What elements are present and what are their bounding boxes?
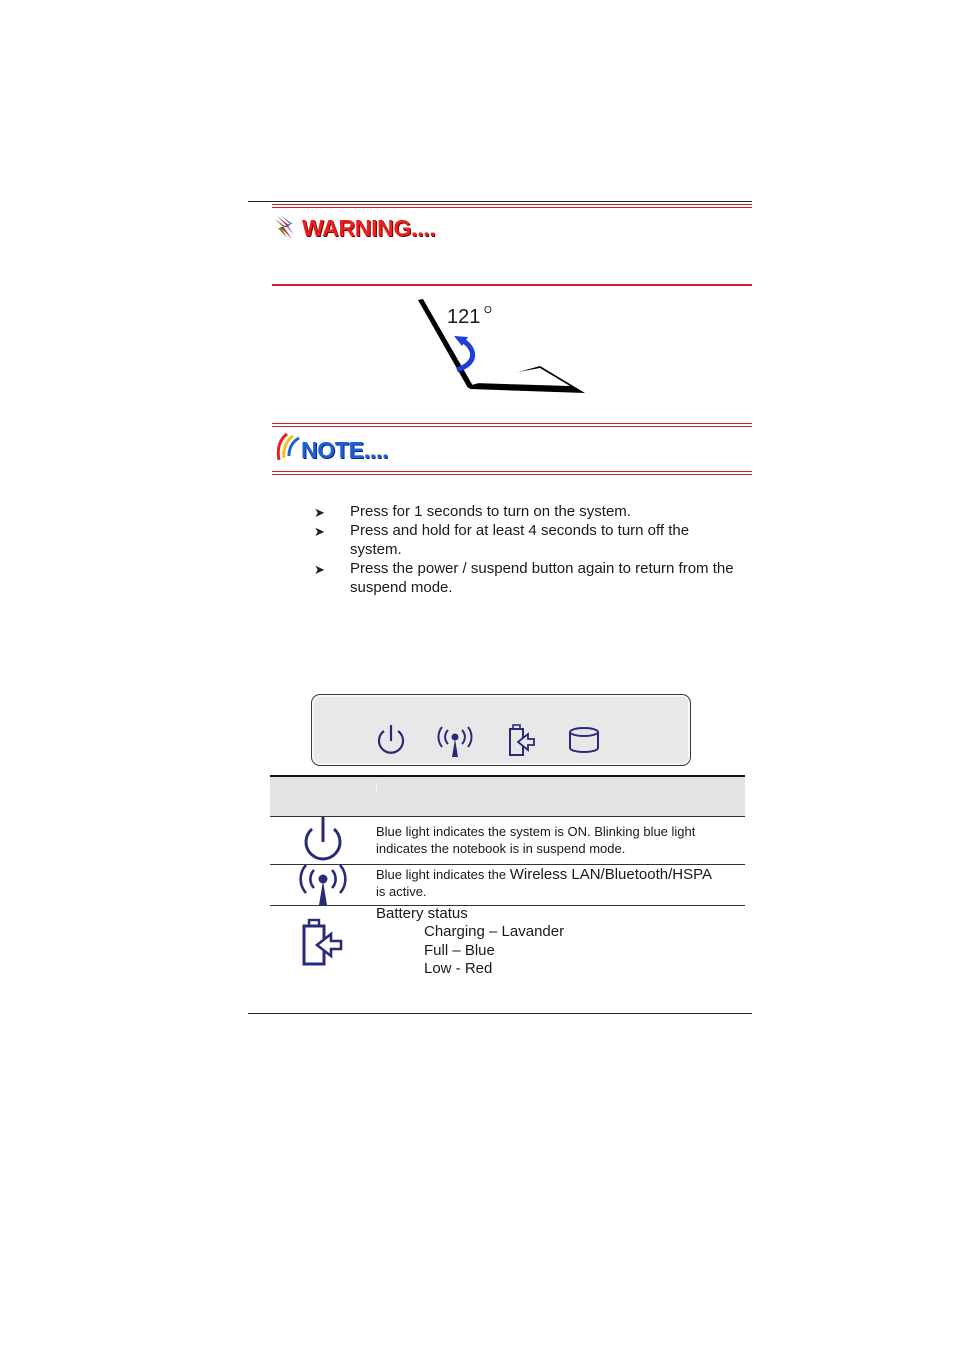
led-indicator-panel xyxy=(311,694,691,766)
power-icon xyxy=(375,723,407,759)
battery-status-title: Battery status xyxy=(376,905,468,922)
warning-top-rule xyxy=(272,204,752,205)
table-row-description: Blue light indicates the system is ON. Blinking blue light indicates the notebook is in suspend mode. xyxy=(376,824,696,856)
top-rule xyxy=(248,201,752,202)
lid-angle-diagram xyxy=(410,292,595,402)
arrow-bullet-icon: ➤ xyxy=(314,505,325,520)
battery-icon xyxy=(508,723,536,757)
power-button-instructions xyxy=(312,502,742,597)
warning-bottom-rule xyxy=(272,284,752,286)
table-row-rule xyxy=(270,905,745,906)
table-header-divider xyxy=(376,783,377,793)
list-item: ➤ Press and hold for at least 4 seconds to turn off the system. xyxy=(314,522,690,558)
battery-status-full: Full – Blue xyxy=(424,942,495,959)
angle-label: 121 xyxy=(447,306,481,328)
power-icon xyxy=(300,815,346,865)
battery-status-low: Low - Red xyxy=(424,960,493,977)
arrow-bullet-icon: ➤ xyxy=(314,562,325,577)
arrow-bullet-icon: ➤ xyxy=(314,524,325,539)
note-top-rule xyxy=(272,423,752,424)
warning-top-rule-2 xyxy=(272,207,752,208)
wireless-icon xyxy=(435,725,475,759)
warning-title: WARNING.... xyxy=(302,215,436,241)
wireless-icon xyxy=(298,861,348,905)
hdd-icon xyxy=(567,726,601,754)
degree-symbol: O xyxy=(484,305,492,316)
warning-icon xyxy=(274,214,300,240)
note-bottom-rule-2 xyxy=(272,474,752,475)
battery-status-charging: Charging – Lavander xyxy=(424,923,565,940)
table-row-description: Blue light indicates the Wireless LAN/Bluetooth/HSPA is active. xyxy=(376,866,713,899)
note-bottom-rule xyxy=(272,471,752,472)
bottom-rule xyxy=(248,1013,752,1014)
note-top-rule-2 xyxy=(272,426,752,427)
note-title: NOTE.... xyxy=(301,437,389,463)
list-item: ➤ Press the power / suspend button again to return from the suspend mode. xyxy=(314,560,734,596)
note-icon xyxy=(275,432,301,462)
list-item: ➤ Press for 1 seconds to turn on the system. xyxy=(314,503,631,520)
table-header xyxy=(270,777,745,816)
battery-icon xyxy=(300,917,346,967)
laptop-lid-illustration xyxy=(410,292,595,402)
